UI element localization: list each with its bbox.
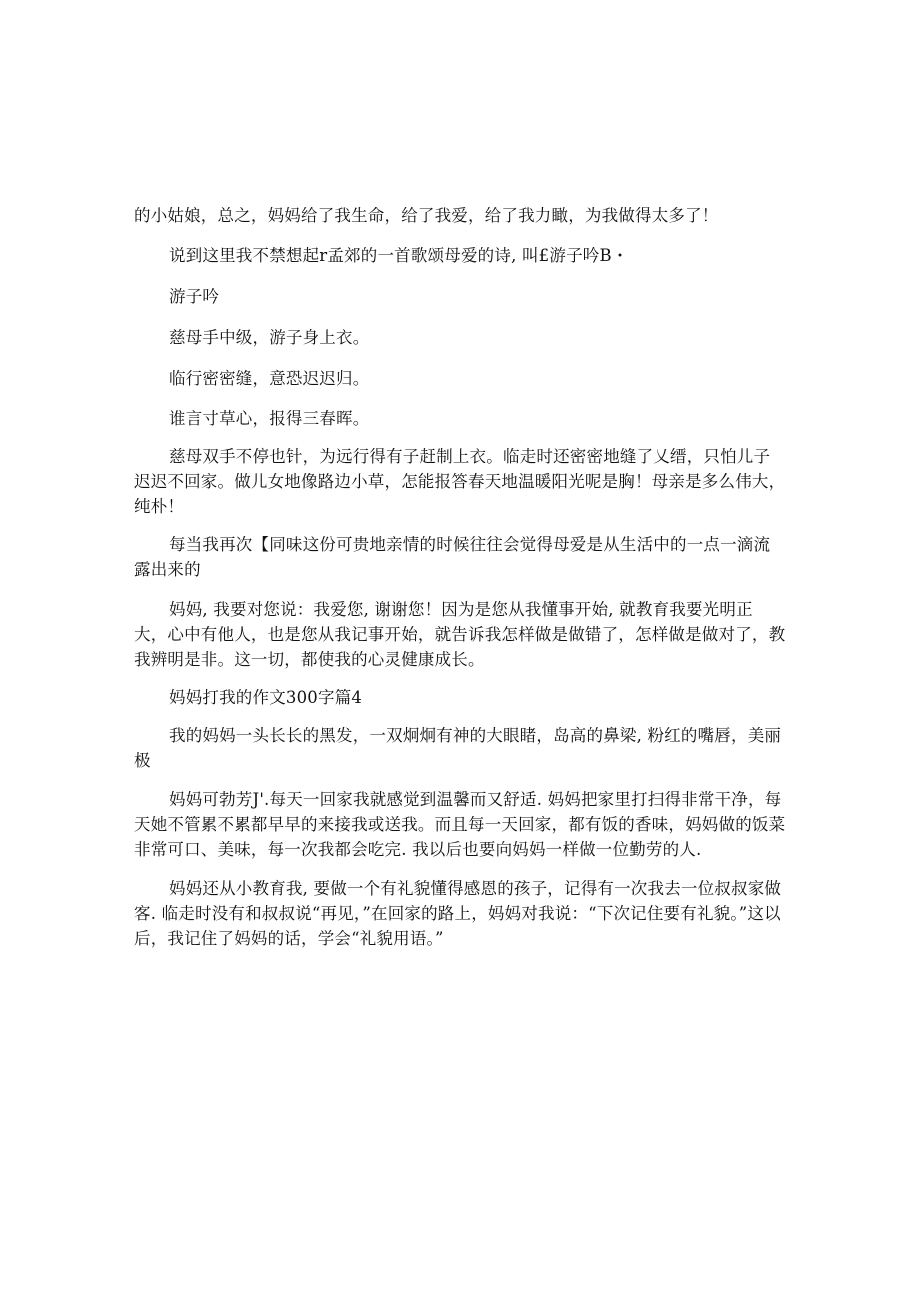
paragraph-appearance: 我的妈妈一头长长的黑发，一双炯炯有神的大眼睹，岛高的鼻梁, 粉红的嘴唇，美丽极 (134, 726, 782, 770)
paragraph-thanks: 妈妈, 我要对您说：我爱您, 谢谢您！因为是您从我懂事开始, 就教育我要光明正大，心中有他人，也是您从我记事开始，就告诉我怎样做是做错了，怎样做是做对了，教我辨明是非。这一切，都使我的心灵健康成长。 (134, 600, 786, 669)
paragraph-hardworking: 妈妈可勃芳J'.每天一回家我就感觉到温馨而又舒适. 妈妈把家里打扫得非常干净，每天她不管累不累都早早的来接我或送我。而且每一天回家，都有饭的香味，妈妈做的饭菜非常可口、美味，每一次我都会吃完. 我以后也要向妈妈一样做一位勤劳的人. (134, 790, 786, 859)
section-heading: 妈妈打我的作文300字篇4 (169, 688, 363, 707)
paragraph-manners: 妈妈还从小教育我, 要做一个有礼貌懂得感恩的孩子，记得有一次我去一位叔叔家做客. 临走时没有和叔叔说“再见，”在回家的路上，妈妈对我说：“下次记住要有礼貌。”这以后，我记住了妈妈的话，学会“礼貌用语。” (134, 879, 782, 948)
paragraph-poem-explanation: 慈母双手不停也针，为远行得有子赶制上衣。临走时还密密地缝了乂缙，只怕儿子迟迟不回家。做儿女地像路边小草，怎能报答春天地温暖阳光呢是胸！母亲是多么伟大，纯朴！ (134, 447, 786, 516)
poem-line-3: 谁言寸草心，报得三春晖。 (169, 409, 370, 428)
poem-line-2: 临行密密缝，意恐迟迟归。 (169, 369, 370, 388)
paragraph-2: 说到这里我不禁想起r孟郊的一首歌颂母爱的诗, 叫£游子吟B・ (169, 246, 629, 265)
paragraph-1: 的小姑娘，总之，妈妈给了我生命，给了我爱，给了我力瞰，为我做得太多了！ (134, 206, 719, 225)
paragraph-reflection: 每当我再次【同味这份可贵地亲情的时候往往会觉得母爱是从生活中的一点一滴流露出来的 (134, 535, 771, 579)
poem-line-1: 慈母手中级，游子身上衣。 (169, 328, 370, 347)
poem-title: 游子吟 (169, 287, 220, 306)
